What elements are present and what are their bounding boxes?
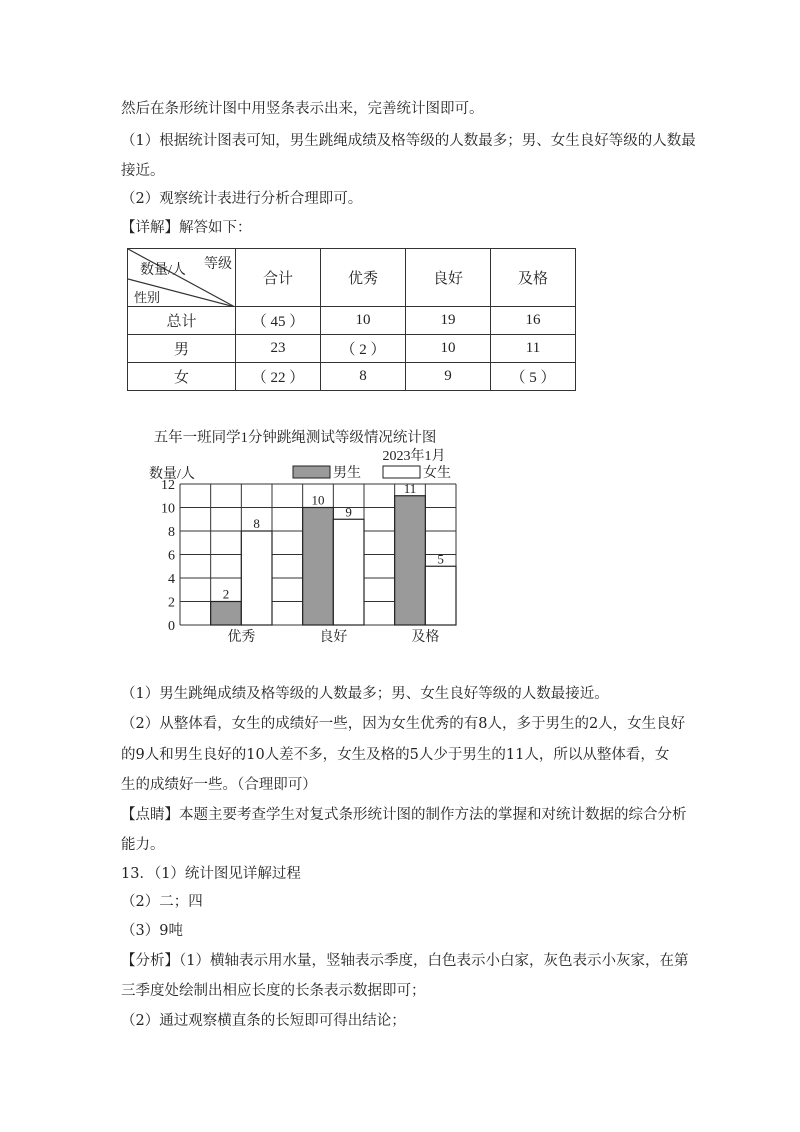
line-11: 能力。 [121,837,165,853]
bar-boys [303,508,334,626]
x-category-label: 良好 [319,630,348,645]
grade-table [127,248,576,391]
header-pass: 及格 [491,249,576,307]
line-12: 13．（1）统计图见详解过程 [121,866,301,882]
table-corner-cell [128,249,236,307]
chart-title: 五年一班同学1分钟跳绳测试等级情况统计图 [153,430,437,446]
y-tick-label: 8 [168,525,175,540]
line-5: 【详解】解答如下： [121,220,252,236]
line-4: （2）观察统计表进行分析合理即可。 [121,191,363,207]
x-category-label: 及格 [411,630,440,645]
row-label: 女 [128,363,236,391]
bar-girls [333,519,364,625]
y-tick-label: 6 [168,548,175,564]
table-header-row [128,249,576,307]
data-label: 8 [253,516,260,531]
chart-subtitle: 2023年1月 [382,449,446,464]
y-tick-label: 12 [161,478,175,493]
line-14: （3）9吨 [121,923,183,939]
table-cell: （ 5 ） [491,363,576,391]
bar-boys [211,602,242,626]
line-1: 然后在条形统计图中用竖条表示出来，完善统计图即可。 [121,101,484,117]
y-tick-label: 10 [161,501,175,517]
chart-bars [211,496,456,625]
legend-label-boys: 男生 [333,466,361,481]
bar-chart [140,424,470,650]
table-row [128,307,576,335]
line-10: 【点睛】本题主要考查学生对复式条形统计图的制作方法的掌握和对统计数据的综合分析 [121,807,687,823]
data-label: 2 [222,586,230,602]
data-label: 10 [311,492,325,508]
line-8: 的9人和男生良好的10人差不多，女生及格的5人少于男生的11人，所以从整体看，女 [121,747,670,763]
y-axis-label: 数量/人 [149,467,195,482]
line-9: 生的成绩好一些。（合理即可） [121,777,317,793]
corner-label-grade: 等级 [204,257,232,272]
bar-girls [241,531,272,625]
bar-boys [395,496,426,625]
table-cell: （ 2 ） [321,335,406,363]
line-13: （2）二；四 [121,894,203,910]
header-good: 良好 [406,249,491,307]
legend-swatch-girls [383,466,420,478]
y-tick-label: 4 [168,572,175,587]
y-tick-label: 2 [168,595,175,611]
row-label: 男 [128,335,236,363]
legend-label-girls: 女生 [423,466,451,481]
bar-girls [425,566,456,625]
line-3: 接近。 [121,163,165,179]
header-total: 合计 [236,249,321,307]
table-cell: 8 [321,363,406,391]
data-label: 5 [437,551,444,567]
table-cell: 19 [406,307,491,335]
table-cell: 10 [406,335,491,363]
table-cell: 10 [321,307,406,335]
data-label: 9 [345,504,352,520]
line-17: （2）通过观察横直条的长短即可得出结论； [121,1013,406,1029]
table-cell: 23 [236,335,321,363]
table-row [128,335,576,363]
y-tick-label: 0 [168,619,175,634]
corner-label-count: 数量/人 [140,263,186,278]
legend-swatch-boys [293,466,330,478]
line-16: 三季度处绘制出相应长度的长条表示数据即可； [121,983,426,999]
table-cell: 9 [406,363,491,391]
data-label: 11 [403,480,417,496]
line-2: （1）根据统计图表可知，男生跳绳成绩及格等级的人数最多；男、女生良好等级的人数最 [121,133,696,149]
line-15: 【分析】（1）横轴表示用水量，竖轴表示季度，白色表示小白家，灰色表示小灰家，在第 [121,953,689,969]
line-6: （1）男生跳绳成绩及格等级的人数最多；男、女生良好等级的人数最接近。 [121,686,609,702]
corner-label-gender: 性别 [134,290,161,305]
header-excellent: 优秀 [321,249,406,307]
row-label: 总计 [128,307,236,335]
line-7: （2）从整体看，女生的成绩好一些，因为女生优秀的有8人，多于男生的2人，女生良好 [121,716,686,732]
table-cell: （ 45 ） [236,307,321,335]
table-cell: 16 [491,307,576,335]
table-row [128,363,576,391]
x-category-label: 优秀 [227,630,256,645]
table-cell: 11 [491,335,576,363]
table-cell: （ 22 ） [236,363,321,391]
